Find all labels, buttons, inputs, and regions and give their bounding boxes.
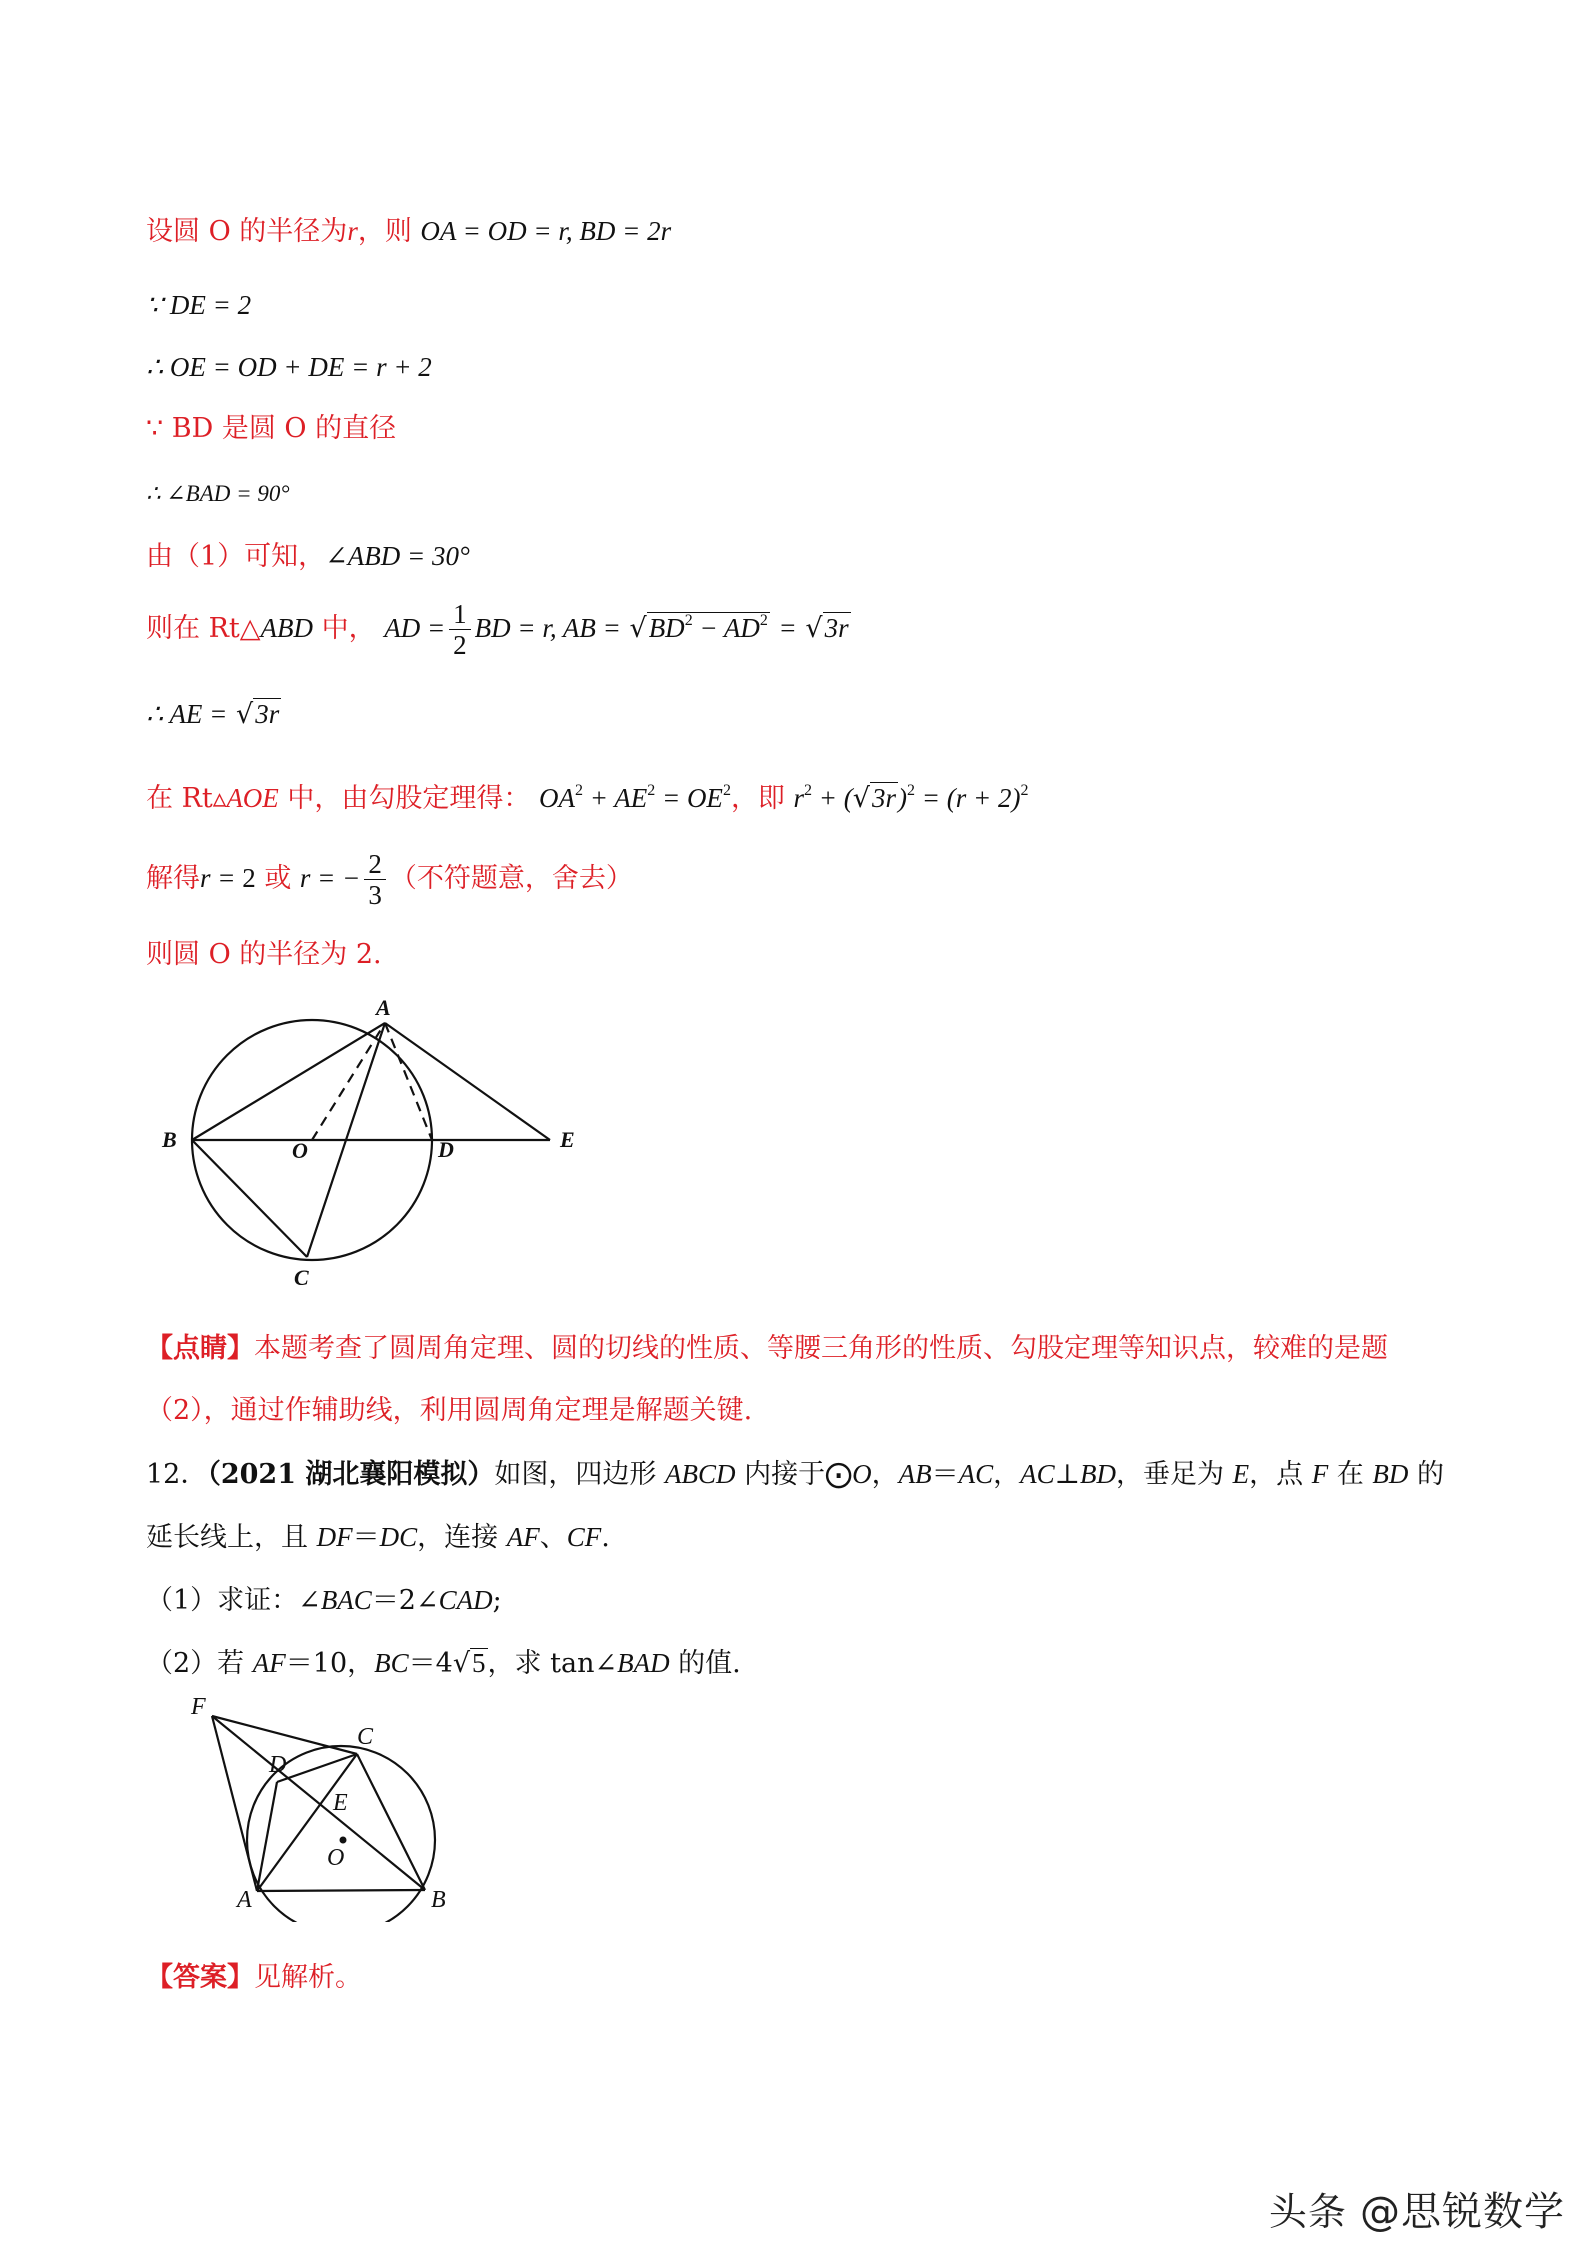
math: 2 — [242, 863, 256, 893]
math: OA = OD = r, BD = 2r — [420, 216, 672, 246]
math: r — [793, 783, 805, 813]
sqrt-sign: √ — [236, 699, 254, 730]
answer-tag: 【答案】 — [146, 1962, 254, 1993]
fig2-label-O: O — [327, 1845, 345, 1871]
fig1-label-D: D — [438, 1137, 454, 1162]
math: ∠ABD = 30° — [325, 541, 470, 571]
math: OA — [539, 783, 575, 813]
text: 在 Rt — [146, 783, 213, 814]
math: − AD — [692, 613, 760, 643]
fig1-label-C: C — [294, 1265, 309, 1290]
solution-line-4: ∵ BD 是圆 O 的直径 — [146, 413, 397, 444]
text: 中，由勾股定理得： — [278, 783, 531, 814]
solution-line-6 — [146, 536, 470, 577]
math: BD = r, AB = — [474, 613, 621, 643]
solution-line-8 — [146, 694, 281, 735]
fig2-label-B: B — [431, 1887, 446, 1913]
text: 由（1）可知， — [146, 541, 326, 572]
fraction — [449, 599, 471, 660]
fig1-label-O: O — [292, 1138, 308, 1163]
math: + ( — [812, 783, 853, 813]
problem-12 — [146, 1443, 1446, 1695]
solution-line-3: ∴ OE = OD + DE = r + 2 — [146, 352, 432, 382]
problem-question-1: （1）求证：∠BAC＝2∠CAD; — [146, 1585, 502, 1616]
text: ，即 — [730, 783, 794, 814]
problem-line-1: 12．（2021 湖北襄阳模拟）如图，四边形 ABCD 内接于⨀O，AB＝AC，AC⊥BD，垂足为 E，点 F 在 BD 的 — [146, 1459, 1444, 1490]
answer-text: 见解析。 — [254, 1962, 362, 1993]
text: 中， — [313, 613, 376, 644]
sqrt-body: $BD^2 - AD^2$ — [648, 612, 768, 643]
math: = OE — [655, 783, 723, 813]
fig1-label-B: B — [162, 1127, 177, 1152]
text: 或 — [255, 863, 300, 894]
denominator: 2 — [453, 630, 467, 660]
problem-number: 12． — [146, 1459, 208, 1490]
text: 设圆 O 的半径为 — [146, 216, 348, 247]
math: BD — [648, 613, 685, 643]
fig1-label-A: A — [376, 995, 391, 1020]
comment-block — [146, 1318, 1446, 1442]
problem-question-2: （2）若 AF＝10，BC＝4√5，求 tan∠BAD 的值. — [146, 1648, 741, 1679]
watermark-account: @思锐数学 — [1360, 2189, 1565, 2235]
math: r — [347, 216, 358, 246]
solution-line-5: ∴ ∠BAD = 90° — [146, 481, 290, 506]
math: ▵AOE — [212, 783, 279, 813]
numerator: 2 — [364, 849, 386, 880]
fig2-label-E: E — [333, 1790, 348, 1816]
math-equation: $r^2 + (√3r)^2 = (r + 2)^2$ — [793, 782, 1029, 814]
text: （不符题意，舍去） — [389, 863, 633, 894]
math: = (r + 2) — [915, 783, 1021, 813]
math: + AE — [583, 783, 648, 813]
math-equation: $OA^2 + AE^2 = OE^2$ — [539, 782, 731, 813]
fraction — [364, 849, 386, 910]
fig2-label-D: D — [269, 1752, 287, 1778]
math: ABD — [260, 613, 314, 643]
solution-line-1 — [146, 211, 671, 252]
sqrt-sign: √ — [805, 613, 823, 644]
watermark-brand: 头条 — [1268, 2190, 1360, 2234]
math: 3r — [871, 783, 896, 813]
math: r = — [200, 863, 243, 893]
text: 解得 — [146, 863, 200, 894]
text: ，则 — [357, 216, 412, 247]
center-point — [340, 1837, 347, 1844]
circle-tangent-figure — [150, 995, 590, 1295]
solution-line-10 — [146, 846, 633, 911]
denominator: 3 — [368, 880, 382, 910]
comment-tag: 【点睛】 — [146, 1333, 254, 1364]
comment-line-1 — [146, 1318, 1446, 1380]
math: 3r — [824, 613, 849, 643]
fig1-label-E: E — [560, 1127, 575, 1152]
watermark — [1269, 2180, 1565, 2237]
fig2-label-A: A — [237, 1887, 252, 1913]
fig2-label-F: F — [191, 1694, 206, 1720]
solution-line-2: ∵ DE = 2 — [146, 290, 252, 320]
math: 3r — [255, 699, 280, 729]
solution-line-11: 则圆 O 的半径为 2. — [146, 939, 382, 970]
fig2-label-C: C — [357, 1724, 374, 1750]
comment-line-2: （2），通过作辅助线，利用圆周角定理是解题关键. — [146, 1395, 753, 1426]
sqrt-sign: √ — [629, 613, 647, 644]
answer-line — [146, 1958, 362, 1998]
math: ∴ AE = — [146, 699, 228, 729]
comment-text: 本题考查了圆周角定理、圆的切线的性质、等腰三角形的性质、勾股定理等知识点，较难的是题 — [254, 1333, 1388, 1364]
inscribed-quadrilateral-figure — [185, 1692, 475, 1922]
solution-line-7 — [146, 596, 851, 661]
numerator: 1 — [449, 599, 471, 630]
problem-source: （2021 湖北襄阳模拟） — [207, 1459, 495, 1490]
text: 则在 Rt△ — [146, 613, 261, 644]
problem-line-2: 延长线上，且 DF＝DC，连接 AF、CF. — [146, 1522, 610, 1553]
math: AD = — [384, 613, 446, 643]
math: r = − — [299, 863, 361, 893]
solution-line-9 — [146, 778, 1028, 819]
math: = — [778, 613, 797, 643]
math: ) — [898, 783, 907, 813]
